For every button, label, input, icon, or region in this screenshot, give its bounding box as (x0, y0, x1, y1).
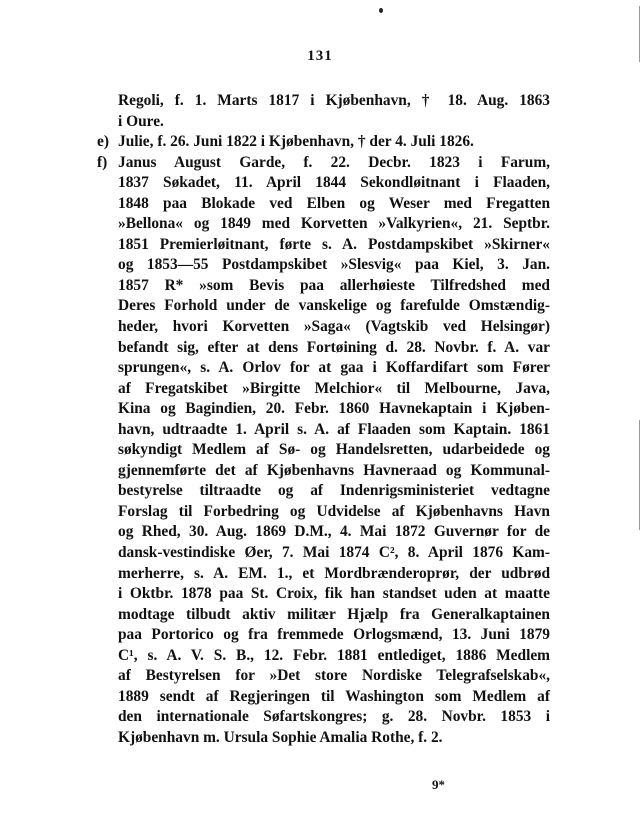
text-line: og 1853—55 Postdampskibet »Slesvig« paa Kiel, 3. Jan. (118, 256, 550, 274)
text-line: i Oure. (118, 112, 164, 130)
text-line: sprungen«, s. A. Orlov for at gaa i Koffardifart som Fører (118, 359, 550, 377)
text-line: 1848 paa Blokade ved Elben og Weser med Fregatten (118, 194, 550, 212)
text-line: Julie, f. 26. Juni 1822 i Kjøbenhavn, † der 4. Juli 1826. (118, 133, 474, 151)
text-line: og Rhed, 30. Aug. 1869 D.M., 4. Mai 1872 Guvernør for de (118, 523, 550, 541)
text-line: Kjøbenhavn m. Ursula Sophie Amalia Rothe, f. 2. (118, 728, 443, 746)
text-line: Forslag til Forbedring og Udvidelse af Kjøbenhavns Havn (118, 502, 550, 520)
text-line: Deres Forhold under de vanskelige og farefulde Omstændig- (118, 297, 550, 315)
text-line: Janus August Garde, f. 22. Decbr. 1823 i Farum, (118, 153, 550, 171)
text-line: af Fregatskibet »Birgitte Melchior« til Melbourne, Java, (118, 379, 550, 397)
entry-marker: e) (97, 133, 109, 151)
text-line: heder, hvori Korvetten »Saga« (Vagtskib ved Helsingør) (118, 318, 550, 336)
text-line: den internationale Søfartskongres; g. 28. Novbr. 1853 i (118, 708, 550, 726)
biography-entry (118, 91, 550, 132)
text-line: modtage tilbudt aktiv militær Hjælp fra Generalkaptainen (118, 605, 550, 623)
text-line: dansk-vestindiske Øer, 7. Mai 1874 C², 8. April 1876 Kam- (118, 544, 550, 562)
biography-entry (97, 132, 550, 153)
text-line: søkyndigt Medlem af Sø- og Handelsretten, udarbeidede og (118, 441, 550, 459)
text-line: »Bellona« og 1849 med Korvetten »Valkyrien«, 21. Septbr. (118, 215, 550, 233)
text-line: 1857 R* »som Bevis paa allerhøieste Tilfredshed med (118, 276, 550, 294)
text-line: 1837 Søkadet, 11. April 1844 Sekondløitnant i Flaaden, (118, 174, 550, 192)
text-line: bestyrelse tiltraadte og af Indenrigsministeriet vedtagne (118, 482, 550, 500)
text-line: Kina og Bagindien, 20. Febr. 1860 Havnekaptain i Kjøben- (118, 400, 550, 418)
signature-mark: 9* (432, 777, 445, 792)
text-line: C¹, s. A. V. S. B., 12. Febr. 1881 entlediget, 1886 Medlem (118, 646, 550, 664)
text-line: i Oktbr. 1878 paa St. Croix, fik han standset uden at maatte (118, 585, 550, 603)
text-line: af Bestyrelsen for »Det store Nordiske Telegrafselskab«, (118, 667, 550, 685)
biography-entries (97, 91, 550, 749)
entry-marker: f) (97, 153, 108, 171)
paper-speck (379, 8, 383, 13)
text-line: Regoli, f. 1. Marts 1817 i Kjøbenhavn, † 18. Aug. 1863 (118, 92, 550, 109)
text-line: merherre, s. A. EM. 1., et Mordbrænderoprør, der udbrød (118, 564, 550, 582)
text-line: havn, udtraadte 1. April s. A. af Flaaden som Kaptain. 1861 (118, 420, 550, 438)
page-number: 131 (307, 48, 333, 64)
text-line: 1889 sendt af Regjeringen til Washington som Medlem af (118, 687, 550, 705)
text-line: 1851 Premierløitnant, førte s. A. Postdampskibet »Skirner« (118, 235, 550, 253)
text-line: gjennemførte det af Kjøbenhavns Havneraad og Kommunal- (118, 461, 550, 479)
text-line: paa Portorico og fra fremmede Orlogsmænd, 13. Juni 1879 (118, 626, 550, 644)
text-line: befandt sig, efter at dens Fortøining d. 28. Novbr. f. A. var (118, 338, 550, 356)
biography-entry (97, 153, 550, 749)
